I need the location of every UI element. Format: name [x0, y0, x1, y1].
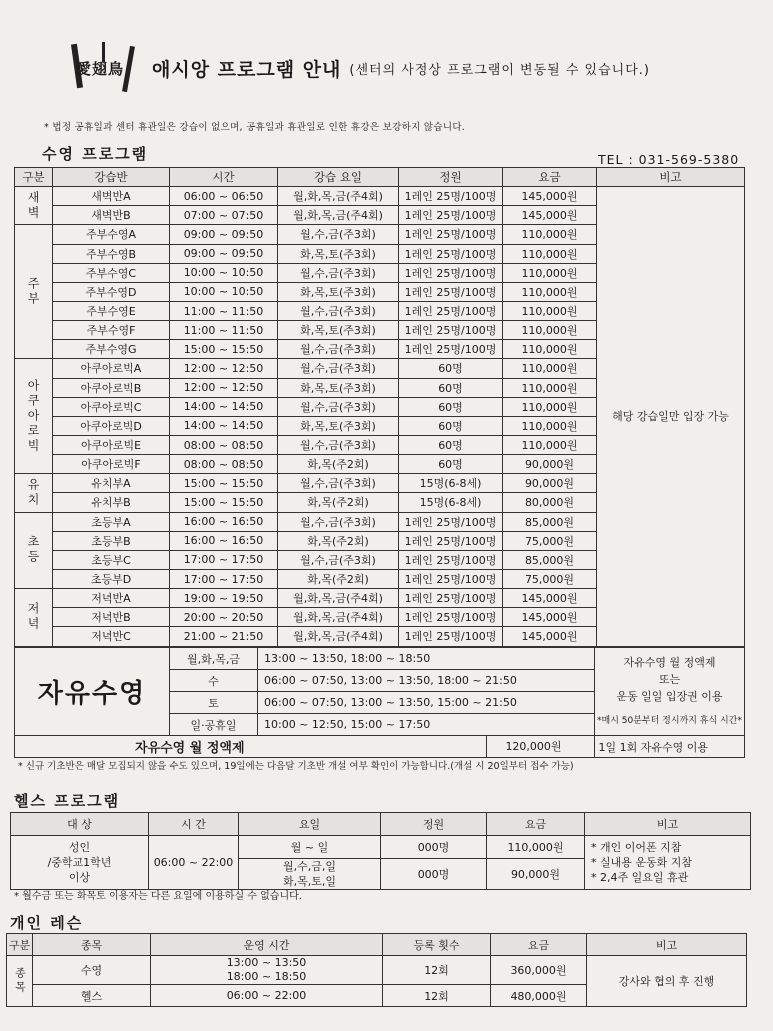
cell-cap: 60명 [399, 416, 503, 435]
cell-days: 월,수,금(주3회) [278, 301, 399, 320]
cell-days: 월,수,금(주3회) [278, 512, 399, 531]
monthly-fee: 120,000원 [486, 735, 580, 758]
cell-time: 12:00 ~ 12:50 [170, 359, 278, 378]
cell-class: 주부수영C [53, 263, 170, 282]
cell-time: 12:00 ~ 12:50 [170, 378, 278, 397]
cell-fee: 110,000원 [503, 340, 597, 359]
cell-class: 주부수영B [53, 244, 170, 263]
cell-cap: 1레인 25명/100명 [399, 569, 503, 588]
cell-class: 초등부C [53, 550, 170, 569]
col-header: 시간 [170, 168, 278, 187]
cell-fee: 110,000원 [503, 435, 597, 454]
time-line: 13:00 ~ 13:50 [226, 956, 307, 969]
cell-days: 화,목(주2회) [278, 531, 399, 550]
cell-class: 주부수영D [53, 282, 170, 301]
page-title: 애시앙 프로그램 안내 [152, 58, 342, 81]
cell-class: 저녁반C [53, 627, 170, 646]
remark-line: 운동 일일 입장권 이용 [616, 689, 723, 703]
health-cap: 000명 [381, 859, 487, 890]
cell-fee: 145,000원 [503, 589, 597, 608]
lesson-remark: 강사와 협의 후 진행 [587, 956, 747, 1007]
col-header: 구분 [15, 168, 53, 187]
health-fee: 90,000원 [487, 859, 585, 890]
time-line: 18:00 ~ 18:50 [226, 970, 307, 983]
cell-time: 08:00 ~ 08:50 [170, 455, 278, 474]
cell-fee: 110,000원 [503, 244, 597, 263]
cell-fee: 145,000원 [503, 627, 597, 646]
cell-fee: 110,000원 [503, 225, 597, 244]
cell-fee: 145,000원 [503, 206, 597, 225]
cell-class: 아쿠아로빅D [53, 416, 170, 435]
cell-class: 아쿠아로빅F [53, 455, 170, 474]
cell-days: 월,화,목,금(주4회) [278, 627, 399, 646]
cell-cap: 1레인 25명/100명 [399, 263, 503, 282]
lesson-time: 06:00 ~ 22:00 [151, 985, 383, 1007]
monthly-note-text: 1일 1회 자유수영 이용 [598, 740, 708, 754]
days-line: 월,수,금,일 [283, 860, 336, 873]
page-subtitle: (센터의 사정상 프로그램이 변동될 수 있습니다.) [349, 62, 650, 78]
cell-class: 주부수영F [53, 321, 170, 340]
col-header: 요금 [491, 934, 587, 956]
cell-fee: 80,000원 [503, 493, 597, 512]
lesson-count: 12회 [383, 985, 491, 1007]
free-swim-table [14, 647, 745, 758]
cell-time: 07:00 ~ 07:50 [170, 206, 278, 225]
cell-cap: 1레인 25명/100명 [399, 282, 503, 301]
cell-days: 월,수,금(주3회) [278, 263, 399, 282]
cell-class: 아쿠아로빅C [53, 397, 170, 416]
cell-class: 새벽반A [53, 187, 170, 206]
swim-section-title: 수영 프로그램 [42, 145, 149, 163]
cell-class: 아쿠아로빅B [53, 378, 170, 397]
col-header: 종목 [33, 934, 151, 956]
cell-time: 10:00 ~ 10:50 [170, 282, 278, 301]
free-swim-time: 13:00 ~ 13:50, 18:00 ~ 18:50 [258, 648, 595, 670]
cell-days: 화,목(주2회) [278, 569, 399, 588]
cell-days: 월,수,금(주3회) [278, 474, 399, 493]
cell-class: 주부수영A [53, 225, 170, 244]
cell-days: 월,화,목,금(주4회) [278, 589, 399, 608]
col-header: 운영 시간 [151, 934, 383, 956]
free-swim-time: 06:00 ~ 07:50, 13:00 ~ 13:50, 15:00 ~ 21:50 [258, 692, 595, 714]
monthly-note [595, 736, 745, 758]
cell-cap: 1레인 25명/100명 [399, 206, 503, 225]
table-row [15, 736, 745, 758]
cell-class: 아쿠아로빅E [53, 435, 170, 454]
col-header: 비고 [587, 934, 747, 956]
cell-time: 14:00 ~ 14:50 [170, 397, 278, 416]
cell-fee: 110,000원 [503, 321, 597, 340]
cell-time: 11:00 ~ 11:50 [170, 321, 278, 340]
cell-days: 화,목,토(주3회) [278, 244, 399, 263]
cell-time: 15:00 ~ 15:50 [170, 474, 278, 493]
cell-cap: 1레인 25명/100명 [399, 589, 503, 608]
col-header: 요금 [503, 168, 597, 187]
cell-class: 새벽반B [53, 206, 170, 225]
cell-time: 14:00 ~ 14:50 [170, 416, 278, 435]
group-label: 유치 [15, 474, 53, 512]
cell-days: 월,화,목,금(주4회) [278, 187, 399, 206]
col-header: 강습반 [53, 168, 170, 187]
col-header: 대 상 [11, 813, 149, 836]
cell-cap: 60명 [399, 359, 503, 378]
health-note: * 월수금 또는 화목토 이용자는 다른 요일에 이용하실 수 없습니다. [14, 891, 302, 902]
cell-cap: 60명 [399, 435, 503, 454]
health-cap: 000명 [381, 836, 487, 859]
cell-fee: 110,000원 [503, 397, 597, 416]
col-header: 요금 [487, 813, 585, 836]
target-line: 성인 [68, 841, 91, 854]
header [72, 40, 650, 96]
cell-class: 초등부B [53, 531, 170, 550]
col-header: 정원 [381, 813, 487, 836]
group-label: 저녁 [15, 589, 53, 646]
cell-class: 주부수영E [53, 301, 170, 320]
days-line: 화,목,토,일 [283, 875, 336, 888]
free-swim-time: 10:00 ~ 12:50, 15:00 ~ 17:50 [258, 714, 595, 736]
lesson-count: 12회 [383, 956, 491, 985]
lesson-header-row [7, 934, 747, 956]
lesson-table [6, 933, 747, 1007]
cell-days: 월,수,금(주3회) [278, 550, 399, 569]
lesson-fee: 480,000원 [491, 985, 587, 1007]
remark-line: * 실내용 운동화 지참 [591, 856, 692, 869]
cell-class: 저녁반B [53, 608, 170, 627]
cell-fee: 75,000원 [503, 569, 597, 588]
swim-table [14, 167, 745, 647]
table-row [7, 956, 747, 985]
cell-cap: 1레인 25명/100명 [399, 512, 503, 531]
cell-time: 11:00 ~ 11:50 [170, 301, 278, 320]
remark-line: 또는 [658, 672, 681, 686]
cell-cap: 1레인 25명/100명 [399, 244, 503, 263]
cell-fee: 75,000원 [503, 531, 597, 550]
cell-cap: 1레인 25명/100명 [399, 340, 503, 359]
cell-cap: 1레인 25명/100명 [399, 627, 503, 646]
cell-fee: 110,000원 [503, 416, 597, 435]
health-table [10, 812, 751, 890]
free-swim-time: 06:00 ~ 07:50, 13:00 ~ 13:50, 18:00 ~ 21:50 [258, 670, 595, 692]
cell-days: 월,수,금(주3회) [278, 397, 399, 416]
free-swim-day: 수 [170, 670, 258, 692]
group-label: 초등 [15, 512, 53, 589]
cell-cap: 1레인 25명/100명 [399, 187, 503, 206]
cell-fee: 90,000원 [503, 455, 597, 474]
cell-days: 화,목(주2회) [278, 493, 399, 512]
lesson-fee: 360,000원 [491, 956, 587, 985]
logo [72, 40, 142, 96]
cell-days: 화,목,토(주3회) [278, 321, 399, 340]
cell-time: 17:00 ~ 17:50 [170, 569, 278, 588]
cell-time: 21:00 ~ 21:50 [170, 627, 278, 646]
col-header: 비고 [585, 813, 751, 836]
remark-line: * 2,4주 일요일 휴관 [591, 871, 689, 884]
table-row [15, 187, 745, 206]
cell-class: 초등부A [53, 512, 170, 531]
cell-cap: 60명 [399, 455, 503, 474]
cell-class: 아쿠아로빅A [53, 359, 170, 378]
health-time: 06:00 ~ 22:00 [149, 836, 239, 890]
col-header: 시 간 [149, 813, 239, 836]
cell-days: 화,목,토(주3회) [278, 282, 399, 301]
cell-fee: 90,000원 [503, 474, 597, 493]
rest-time-note: *매시 50분부터 정시까지 휴식 시간* [597, 715, 742, 726]
cell-time: 15:00 ~ 15:50 [170, 340, 278, 359]
health-section-title: 헬스 프로그램 [14, 792, 121, 810]
group-label: 새벽 [15, 187, 53, 225]
col-header: 등록 횟수 [383, 934, 491, 956]
cell-time: 09:00 ~ 09:50 [170, 225, 278, 244]
col-header: 구분 [7, 934, 33, 956]
cell-cap: 1레인 25명/100명 [399, 608, 503, 627]
cell-class: 초등부D [53, 569, 170, 588]
cell-time: 15:00 ~ 15:50 [170, 493, 278, 512]
free-swim-day: 월,화,목,금 [170, 648, 258, 670]
cell-cap: 1레인 25명/100명 [399, 321, 503, 340]
cell-fee: 110,000원 [503, 282, 597, 301]
group-label: 주부 [15, 225, 53, 359]
cell-days: 월,화,목,금(주4회) [278, 206, 399, 225]
lesson-section-title: 개인 레슨 [10, 914, 84, 932]
logo-text: 愛翅鳥 [76, 60, 125, 78]
group-label: 아쿠아로빅 [15, 359, 53, 474]
table-row [15, 648, 745, 670]
monthly-label-text: 자유수영 월 정액제 [135, 741, 245, 756]
cell-days: 화,목(주2회) [278, 455, 399, 474]
cell-cap: 60명 [399, 378, 503, 397]
health-remarks [585, 836, 751, 890]
cell-time: 17:00 ~ 17:50 [170, 550, 278, 569]
health-fee: 110,000원 [487, 836, 585, 859]
cell-time: 16:00 ~ 16:50 [170, 512, 278, 531]
cell-time: 10:00 ~ 10:50 [170, 263, 278, 282]
cell-days: 월,수,금(주3회) [278, 435, 399, 454]
cell-cap: 15명(6-8세) [399, 493, 503, 512]
cell-class: 유치부A [53, 474, 170, 493]
cell-fee: 110,000원 [503, 301, 597, 320]
cell-cap: 1레인 25명/100명 [399, 550, 503, 569]
cell-cap: 1레인 25명/100명 [399, 301, 503, 320]
cell-days: 월,수,금(주3회) [278, 340, 399, 359]
cell-cap: 1레인 25명/100명 [399, 225, 503, 244]
cell-time: 16:00 ~ 16:50 [170, 531, 278, 550]
health-days: 월 ~ 일 [239, 836, 381, 859]
col-header: 요일 [239, 813, 381, 836]
col-header: 비고 [597, 168, 745, 187]
target-line: /중학교1학년 [47, 856, 112, 869]
phone-number: TEL : 031-569-5380 [598, 152, 740, 167]
new-class-note: * 신규 기초반은 매달 모집되지 않을 수도 있으며, 19일에는 다음달 기초반 개설 여부 확인이 가능합니다.(개설 시 20일부터 접수 가능) [18, 761, 574, 772]
lesson-group: 종목 [7, 956, 33, 1007]
cell-days: 화,목,토(주3회) [278, 378, 399, 397]
cell-time: 08:00 ~ 08:50 [170, 435, 278, 454]
cell-fee: 85,000원 [503, 512, 597, 531]
free-swim-remark [595, 648, 745, 736]
cell-fee: 110,000원 [503, 263, 597, 282]
cell-time: 06:00 ~ 06:50 [170, 187, 278, 206]
cell-days: 월,수,금(주3회) [278, 359, 399, 378]
holiday-note: * 법정 공휴일과 센터 휴관일은 강습이 없으며, 공휴일과 휴관일로 인한 휴강은 보강하지 않습니다. [44, 122, 466, 133]
cell-fee: 110,000원 [503, 378, 597, 397]
lesson-time [151, 956, 383, 985]
health-header-row [11, 813, 751, 836]
swim-remark: 해당 강습일만 입장 가능 [597, 187, 745, 646]
cell-class: 저녁반A [53, 589, 170, 608]
cell-days: 월,화,목,금(주4회) [278, 608, 399, 627]
free-swim-label: 자유수영 [15, 648, 170, 736]
cell-cap: 60명 [399, 397, 503, 416]
remark-line: 자유수영 월 정액제 [623, 655, 716, 669]
lesson-item: 헬스 [33, 985, 151, 1007]
health-days [239, 859, 381, 890]
cell-time: 09:00 ~ 09:50 [170, 244, 278, 263]
cell-fee: 110,000원 [503, 359, 597, 378]
cell-cap: 15명(6-8세) [399, 474, 503, 493]
free-swim-day: 토 [170, 692, 258, 714]
lesson-item: 수영 [33, 956, 151, 985]
cell-time: 19:00 ~ 19:50 [170, 589, 278, 608]
target-line: 이상 [68, 871, 91, 884]
cell-days: 화,목,토(주3회) [278, 416, 399, 435]
col-header: 정원 [399, 168, 503, 187]
cell-days: 월,수,금(주3회) [278, 225, 399, 244]
cell-class: 유치부B [53, 493, 170, 512]
cell-class: 주부수영G [53, 340, 170, 359]
col-header: 강습 요일 [278, 168, 399, 187]
cell-fee: 145,000원 [503, 608, 597, 627]
cell-fee: 85,000원 [503, 550, 597, 569]
swim-header-row [15, 168, 745, 187]
cell-cap: 1레인 25명/100명 [399, 531, 503, 550]
cell-time: 20:00 ~ 20:50 [170, 608, 278, 627]
table-row [11, 836, 751, 859]
remark-line: * 개인 이어폰 지참 [591, 841, 682, 854]
health-target [11, 836, 149, 890]
free-swim-day: 일·공휴일 [170, 714, 258, 736]
cell-fee: 145,000원 [503, 187, 597, 206]
